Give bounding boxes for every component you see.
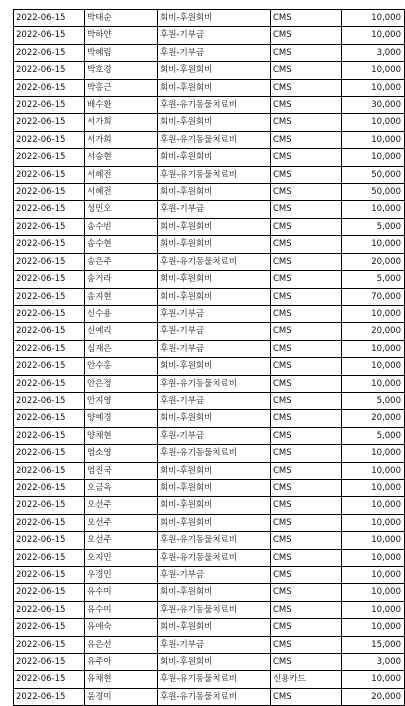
date-cell: 2022-06-15 [14,584,85,601]
name-cell: 윤경미 [85,688,158,705]
payment-method-cell: CMS [271,149,342,166]
donation-type-cell: 회비-후원회비 [158,79,271,96]
table-row [14,340,405,357]
payment-method-cell: CMS [271,392,342,409]
date-cell: 2022-06-15 [14,654,85,671]
name-cell: 오지민 [85,549,158,566]
name-cell: 유수미 [85,601,158,618]
donation-type-cell: 후원-기부금 [158,323,271,340]
table-row [14,671,405,688]
table-row [14,305,405,322]
payment-method-cell: CMS [271,288,342,305]
table-row [14,445,405,462]
payment-method-cell: CMS [271,218,342,235]
donation-type-cell: 회비-후원회비 [158,62,271,79]
payment-method-cell: 신용카드 [271,671,342,688]
amount-cell: 10,000 [342,305,405,322]
table-row [14,323,405,340]
name-cell: 양채현 [85,427,158,444]
payment-method-cell: CMS [271,514,342,531]
date-cell: 2022-06-15 [14,619,85,636]
payment-method-cell: CMS [271,549,342,566]
table-row [14,184,405,201]
date-cell: 2022-06-15 [14,27,85,44]
donation-type-cell: 회비-후원회비 [158,184,271,201]
date-cell: 2022-06-15 [14,253,85,270]
amount-cell: 3,000 [342,44,405,61]
name-cell: 유애숙 [85,619,158,636]
date-cell: 2022-06-15 [14,410,85,427]
table-row [14,549,405,566]
table-row [14,479,405,496]
table-row [14,218,405,235]
amount-cell: 10,000 [342,445,405,462]
name-cell: 안수홍 [85,358,158,375]
date-cell: 2022-06-15 [14,462,85,479]
date-cell: 2022-06-15 [14,549,85,566]
donation-type-cell: 후원-기부금 [158,27,271,44]
amount-cell: 10,000 [342,619,405,636]
amount-cell: 50,000 [342,166,405,183]
name-cell: 송수현 [85,236,158,253]
donation-type-cell: 후원-유기동물치료비 [158,549,271,566]
table-row [14,288,405,305]
amount-cell: 20,000 [342,253,405,270]
payment-method-cell: CMS [271,445,342,462]
name-cell: 양예경 [85,410,158,427]
payment-method-cell: CMS [271,479,342,496]
table-row [14,619,405,636]
name-cell: 안지영 [85,392,158,409]
payment-method-cell: CMS [271,271,342,288]
date-cell: 2022-06-15 [14,375,85,392]
amount-cell: 10,000 [342,131,405,148]
payment-method-cell: CMS [271,27,342,44]
name-cell: 서가희 [85,114,158,131]
donation-type-cell: 후원-기부금 [158,201,271,218]
table-row [14,654,405,671]
name-cell: 성민오 [85,201,158,218]
donation-type-cell: 후원-유기동물치료비 [158,671,271,688]
name-cell: 유채현 [85,671,158,688]
amount-cell: 10,000 [342,462,405,479]
amount-cell: 10,000 [342,479,405,496]
amount-cell: 30,000 [342,97,405,114]
donation-type-cell: 회비-후원회비 [158,236,271,253]
payment-method-cell: CMS [271,410,342,427]
payment-method-cell: CMS [271,532,342,549]
name-cell: 오선주 [85,514,158,531]
donation-type-cell: 회비-후원회비 [158,288,271,305]
table-row [14,636,405,653]
donation-type-cell: 후원-기부금 [158,636,271,653]
payment-method-cell: CMS [271,114,342,131]
amount-cell: 15,000 [342,636,405,653]
name-cell: 심재은 [85,340,158,357]
date-cell: 2022-06-15 [14,567,85,584]
date-cell: 2022-06-15 [14,671,85,688]
amount-cell: 10,000 [342,514,405,531]
table-row [14,271,405,288]
payment-method-cell: CMS [271,584,342,601]
date-cell: 2022-06-15 [14,532,85,549]
name-cell: 박홍근 [85,79,158,96]
payment-method-cell: CMS [271,375,342,392]
date-cell: 2022-06-15 [14,497,85,514]
payment-method-cell: CMS [271,44,342,61]
table-row [14,601,405,618]
name-cell: 서가희 [85,131,158,148]
amount-cell: 10,000 [342,549,405,566]
name-cell: 서혜전 [85,166,158,183]
payment-method-cell: CMS [271,79,342,96]
date-cell: 2022-06-15 [14,601,85,618]
date-cell: 2022-06-15 [14,149,85,166]
amount-cell: 20,000 [342,410,405,427]
date-cell: 2022-06-15 [14,323,85,340]
table-row [14,114,405,131]
amount-cell: 10,000 [342,584,405,601]
donation-type-cell: 회비-후원회비 [158,584,271,601]
table-row [14,10,405,27]
name-cell: 서혜전 [85,184,158,201]
name-cell: 송수빈 [85,218,158,235]
donation-type-cell: 회비-후원회비 [158,514,271,531]
date-cell: 2022-06-15 [14,427,85,444]
amount-cell: 5,000 [342,218,405,235]
amount-cell: 10,000 [342,10,405,27]
amount-cell: 10,000 [342,236,405,253]
date-cell: 2022-06-15 [14,201,85,218]
amount-cell: 5,000 [342,271,405,288]
donation-type-cell: 후원-기부금 [158,340,271,357]
amount-cell: 20,000 [342,688,405,705]
table-row [14,427,405,444]
name-cell: 오선주 [85,497,158,514]
donation-type-cell: 회비-후원회비 [158,271,271,288]
table-row [14,201,405,218]
date-cell: 2022-06-15 [14,636,85,653]
payment-method-cell: CMS [271,305,342,322]
donation-type-cell: 회비-후원회비 [158,114,271,131]
amount-cell: 10,000 [342,149,405,166]
amount-cell: 70,000 [342,288,405,305]
donation-type-cell: 회비-후원회비 [158,497,271,514]
amount-cell: 10,000 [342,114,405,131]
table-row [14,392,405,409]
donation-type-cell: 회비-후원회비 [158,462,271,479]
date-cell: 2022-06-15 [14,288,85,305]
payment-method-cell: CMS [271,323,342,340]
date-cell: 2022-06-15 [14,445,85,462]
amount-cell: 10,000 [342,532,405,549]
name-cell: 배수환 [85,97,158,114]
date-cell: 2022-06-15 [14,166,85,183]
amount-cell: 10,000 [342,358,405,375]
date-cell: 2022-06-15 [14,79,85,96]
name-cell: 박태순 [85,10,158,27]
payment-method-cell: CMS [271,10,342,27]
table-row [14,253,405,270]
payment-method-cell: CMS [271,253,342,270]
payment-method-cell: CMS [271,131,342,148]
donation-type-cell: 후원-유기동물치료비 [158,445,271,462]
amount-cell: 10,000 [342,497,405,514]
date-cell: 2022-06-15 [14,358,85,375]
date-cell: 2022-06-15 [14,271,85,288]
payment-method-cell: CMS [271,184,342,201]
donation-type-cell: 후원-기부금 [158,567,271,584]
amount-cell: 10,000 [342,27,405,44]
donation-type-cell: 후원-기부금 [158,44,271,61]
amount-cell: 5,000 [342,427,405,444]
table-row [14,514,405,531]
payment-method-cell: CMS [271,340,342,357]
payment-method-cell: CMS [271,358,342,375]
date-cell: 2022-06-15 [14,44,85,61]
name-cell: 박혜림 [85,44,158,61]
amount-cell: 20,000 [342,323,405,340]
payment-method-cell: CMS [271,462,342,479]
payment-method-cell: CMS [271,688,342,705]
table-row [14,44,405,61]
date-cell: 2022-06-15 [14,114,85,131]
name-cell: 오금옥 [85,479,158,496]
table-row [14,688,405,705]
table-row [14,149,405,166]
payment-method-cell: CMS [271,619,342,636]
table-row [14,236,405,253]
amount-cell: 10,000 [342,340,405,357]
table-row [14,532,405,549]
donation-ledger-table [13,9,405,706]
donation-ledger-sheet [13,9,405,706]
amount-cell: 10,000 [342,601,405,618]
donation-type-cell: 후원-유기동물치료비 [158,688,271,705]
amount-cell: 10,000 [342,671,405,688]
name-cell: 서승현 [85,149,158,166]
amount-cell: 10,000 [342,62,405,79]
table-row [14,62,405,79]
date-cell: 2022-06-15 [14,688,85,705]
payment-method-cell: CMS [271,236,342,253]
amount-cell: 10,000 [342,375,405,392]
payment-method-cell: CMS [271,654,342,671]
date-cell: 2022-06-15 [14,184,85,201]
amount-cell: 10,000 [342,567,405,584]
name-cell: 신예리 [85,323,158,340]
table-row [14,97,405,114]
date-cell: 2022-06-15 [14,10,85,27]
donation-type-cell: 후원-유기동물치료비 [158,166,271,183]
name-cell: 엄소영 [85,445,158,462]
date-cell: 2022-06-15 [14,236,85,253]
donation-type-cell: 후원-유기동물치료비 [158,253,271,270]
table-row [14,410,405,427]
table-row [14,166,405,183]
donation-type-cell: 회비-후원회비 [158,479,271,496]
table-row [14,567,405,584]
name-cell: 박하얀 [85,27,158,44]
payment-method-cell: CMS [271,427,342,444]
table-row [14,497,405,514]
donation-type-cell: 후원-유기동물치료비 [158,131,271,148]
donation-type-cell: 후원-기부금 [158,305,271,322]
table-row [14,462,405,479]
table-row [14,27,405,44]
donation-type-cell: 후원-기부금 [158,427,271,444]
name-cell: 송거라 [85,271,158,288]
donation-type-cell: 회비-후원회비 [158,218,271,235]
table-row [14,358,405,375]
name-cell: 안은정 [85,375,158,392]
date-cell: 2022-06-15 [14,340,85,357]
payment-method-cell: CMS [271,567,342,584]
payment-method-cell: CMS [271,636,342,653]
name-cell: 유은선 [85,636,158,653]
name-cell: 오선주 [85,532,158,549]
name-cell: 송은주 [85,253,158,270]
name-cell: 유수미 [85,584,158,601]
table-row [14,584,405,601]
date-cell: 2022-06-15 [14,392,85,409]
name-cell: 엄진국 [85,462,158,479]
donation-type-cell: 회비-후원회비 [158,410,271,427]
date-cell: 2022-06-15 [14,514,85,531]
amount-cell: 50,000 [342,184,405,201]
payment-method-cell: CMS [271,497,342,514]
payment-method-cell: CMS [271,166,342,183]
payment-method-cell: CMS [271,601,342,618]
name-cell: 송지현 [85,288,158,305]
date-cell: 2022-06-15 [14,305,85,322]
donation-type-cell: 후원-유기동물치료비 [158,375,271,392]
amount-cell: 10,000 [342,201,405,218]
payment-method-cell: CMS [271,62,342,79]
donation-type-cell: 후원-기부금 [158,392,271,409]
ledger-body [14,10,405,706]
donation-type-cell: 후원-유기동물치료비 [158,97,271,114]
name-cell: 박호경 [85,62,158,79]
date-cell: 2022-06-15 [14,131,85,148]
table-row [14,79,405,96]
date-cell: 2022-06-15 [14,218,85,235]
payment-method-cell: CMS [271,97,342,114]
payment-method-cell: CMS [271,201,342,218]
date-cell: 2022-06-15 [14,62,85,79]
donation-type-cell: 회비-후원회비 [158,358,271,375]
name-cell: 우경민 [85,567,158,584]
donation-type-cell: 회비-후원회비 [158,10,271,27]
donation-type-cell: 회비-후원회비 [158,149,271,166]
date-cell: 2022-06-15 [14,479,85,496]
name-cell: 유주아 [85,654,158,671]
donation-type-cell: 후원-유기동물치료비 [158,601,271,618]
donation-type-cell: 후원-유기동물치료비 [158,532,271,549]
amount-cell: 10,000 [342,79,405,96]
table-row [14,375,405,392]
amount-cell: 5,000 [342,392,405,409]
table-row [14,131,405,148]
donation-type-cell: 회비-후원회비 [158,619,271,636]
donation-type-cell: 회비-후원회비 [158,654,271,671]
amount-cell: 3,000 [342,654,405,671]
date-cell: 2022-06-15 [14,97,85,114]
name-cell: 신수용 [85,305,158,322]
